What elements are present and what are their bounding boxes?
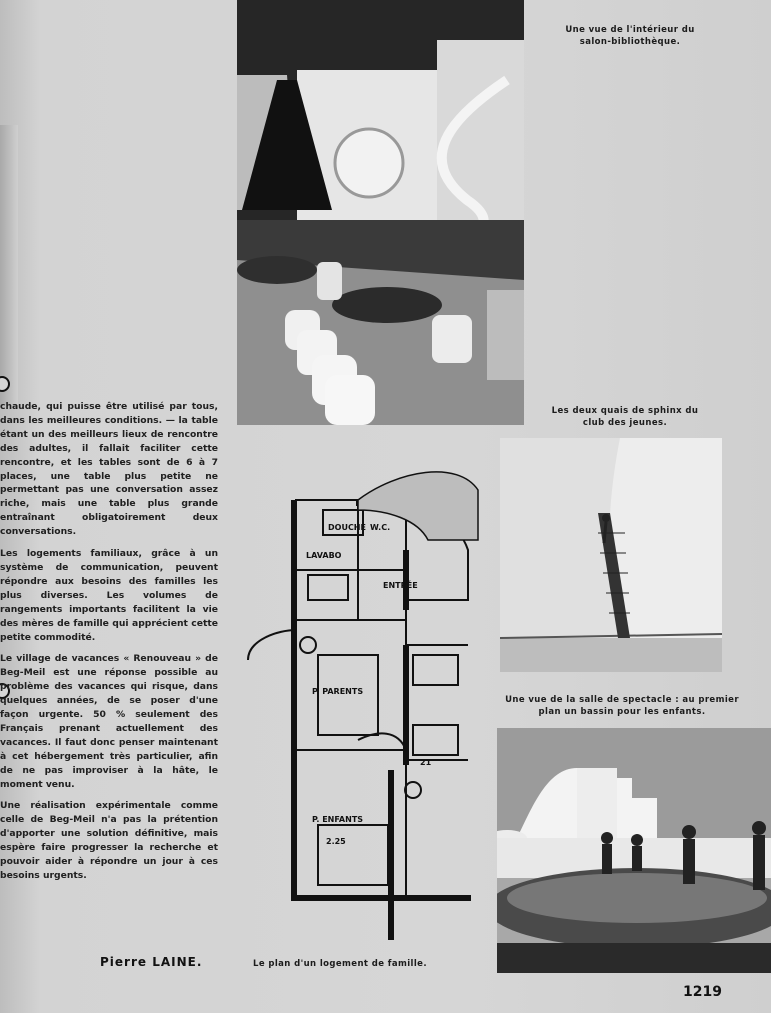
body-paragraph: Les logements familiaux, grâce à un système de communication, peuvent répondre aux besoins des familles les plus diverses. Les volumes de rangements importants facilitent la vie des mères de famille qui apprécient cette petite commodité.	[0, 548, 218, 643]
plan-label-douche: DOUCHE	[328, 523, 366, 532]
floor-plan	[228, 430, 488, 950]
stair-photo	[500, 438, 722, 672]
body-paragraph: Le village de vacances « Renouveau » de Beg-Meil est une réponse possible au problème des vacances qui risque, dans quelques années, de se poser d'une façon urgente. 50 % seulement des Français prenant actuellement des vacances. Il faut donc penser maintenant à cet hébergement très particulier, afin de ne pas improviser à la hâte, le moment venu.	[0, 653, 218, 790]
plan-label-entree: ENTRÉE	[383, 581, 418, 590]
plan-label-lavabo: LAVABO	[306, 551, 342, 560]
article-body	[0, 400, 218, 891]
author-signature: Pierre LAINE.	[100, 955, 203, 969]
plan-label-wc: W.C.	[370, 523, 391, 532]
caption-bar-interior: Une vue de l'intérieur du salon-bibliothèque.	[565, 25, 695, 47]
page-number: 1219	[683, 984, 722, 1000]
plan-label-parents: P. PARENTS	[312, 687, 364, 696]
pool-photo	[497, 728, 771, 973]
body-paragraph: chaude, qui puisse être utilisé par tous, dans les meilleures conditions. — la table étant un des meilleurs lieux de rencontre des adultes, il fallait faciliter cette rencontre, et les tables sont de 6 à 7 places, une table plus petite ne permettant pas une conversation assez riche, mais une table plus grande entraînant obligatoirement deux conversations.	[0, 401, 218, 538]
page-fold-shadow	[0, 125, 18, 405]
body-paragraph: Une réalisation expérimentale comme celle de Beg-Meil n'a pas la prétention d'apporter une solution définitive, mais espère faire progresser la recherche et pouvoir aider à répondre un jour à ces besoins urgents.	[0, 800, 218, 881]
plan-label-enfants: P. ENFANTS	[312, 815, 364, 824]
plan-label-dimension: 2.25	[326, 837, 346, 846]
caption-plan: Le plan d'un logement de famille.	[253, 959, 427, 969]
interior-photo	[237, 0, 524, 425]
plan-label-dim2: 21	[420, 758, 432, 767]
caption-theatre: Une vue de la salle de spectacle : au premier plan un bassin pour les enfants.	[505, 695, 739, 717]
caption-sphinx: Les deux quais de sphinx du club des jeunes.	[551, 406, 699, 428]
